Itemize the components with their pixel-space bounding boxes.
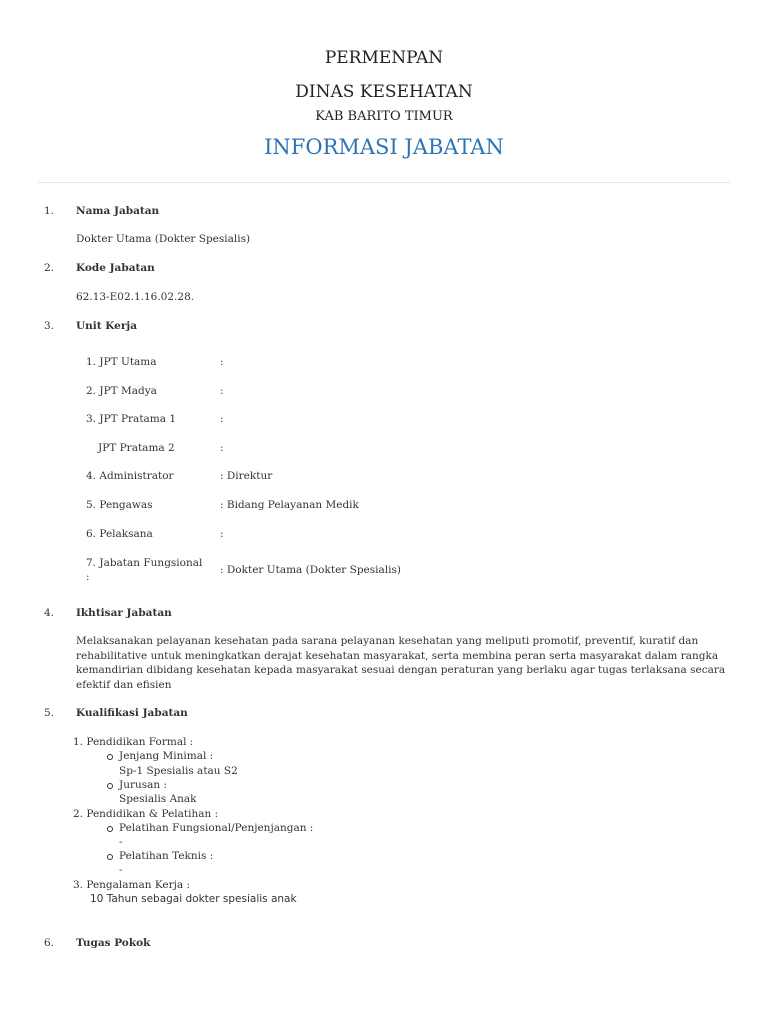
- list-item-jenjang-minimal: Jenjang Minimal :: [119, 750, 214, 762]
- section-number: 5.: [44, 707, 55, 719]
- section-number: 3.: [44, 320, 55, 332]
- unit-kerja-value: : Bidang Pelayanan Medik: [220, 499, 359, 511]
- list-item-pelatihan-fungsional: Pelatihan Fungsional/Penjenjangan :: [119, 822, 314, 834]
- unit-kerja-name-continuation: :: [86, 571, 90, 583]
- ikhtisar-jabatan-text: Melaksanakan pelayanan kesehatan pada sarana pelayanan kesehatan yang meliputi promotif, preventif, kuratif dan rehabilitative untuk meningkatkan derajat kesehatan masyarakat, serta membina peran serta masyarakat dalam rangka kemandirian dibidang kesehatan kepada masyarakat sesuai dengan peraturan yang berlaku agar tugas terlaksana secara efektif dan efisien: [76, 635, 726, 691]
- unit-kerja-name: 5. Pengawas: [86, 499, 153, 511]
- section-label-nama-jabatan: Nama Jabatan: [76, 205, 160, 217]
- section-label-unit-kerja: Unit Kerja: [76, 320, 137, 332]
- unit-kerja-name: 3. JPT Pratama 1: [86, 413, 177, 425]
- list-item-jurusan: Jurusan :: [119, 779, 168, 791]
- section-number: 1.: [44, 205, 55, 217]
- header-dinas: DINAS KESEHATAN: [295, 82, 473, 102]
- unit-kerja-name: 2. JPT Madya: [86, 385, 157, 397]
- section-number: 2.: [44, 262, 55, 274]
- unit-kerja-name: 7. Jabatan Fungsional: [86, 557, 203, 569]
- section-number: 4.: [44, 607, 55, 619]
- pelatihan-fungsional-value: -: [119, 836, 123, 848]
- unit-kerja-name: 4. Administrator: [86, 470, 174, 482]
- list-item-pengalaman-kerja: 3. Pengalaman Kerja :: [73, 879, 191, 891]
- list-item-pendidikan-pelatihan: 2. Pendidikan & Pelatihan :: [73, 808, 219, 820]
- unit-kerja-value: :: [220, 385, 224, 397]
- pengalaman-kerja-value: 10 Tahun sebagai dokter spesialis anak: [90, 893, 297, 905]
- section-label-kualifikasi-jabatan: Kualifikasi Jabatan: [76, 707, 188, 719]
- unit-kerja-value: : Dokter Utama (Dokter Spesialis): [220, 564, 401, 576]
- section-label-kode-jabatan: Kode Jabatan: [76, 262, 155, 274]
- unit-kerja-value: :: [220, 442, 224, 454]
- header-kabupaten: KAB BARITO TIMUR: [315, 109, 453, 124]
- section-label-ikhtisar-jabatan: Ikhtisar Jabatan: [76, 607, 172, 619]
- pelatihan-teknis-value: -: [119, 864, 123, 876]
- unit-kerja-value: : Direktur: [220, 470, 273, 482]
- header-divider: [38, 182, 730, 183]
- unit-kerja-name: 1. JPT Utama: [86, 356, 157, 368]
- jurusan-value: Spesialis Anak: [119, 793, 197, 805]
- page-title: INFORMASI JABATAN: [264, 135, 504, 159]
- unit-kerja-value: :: [220, 413, 224, 425]
- list-item-pelatihan-teknis: Pelatihan Teknis :: [119, 850, 214, 862]
- section-label-tugas-pokok: Tugas Pokok: [76, 937, 151, 949]
- header-permenpan: PERMENPAN: [324, 48, 444, 68]
- unit-kerja-value: :: [220, 528, 224, 540]
- unit-kerja-name: 6. Pelaksana: [86, 528, 153, 540]
- unit-kerja-name: JPT Pratama 2: [98, 442, 175, 454]
- section-number: 6.: [44, 937, 55, 949]
- kode-jabatan-value: 62.13-E02.1.16.02.28.: [76, 291, 195, 303]
- unit-kerja-value: :: [220, 356, 224, 368]
- list-item-pendidikan-formal: 1. Pendidikan Formal :: [73, 736, 194, 748]
- nama-jabatan-value: Dokter Utama (Dokter Spesialis): [76, 233, 251, 245]
- jenjang-minimal-value: Sp-1 Spesialis atau S2: [119, 765, 238, 777]
